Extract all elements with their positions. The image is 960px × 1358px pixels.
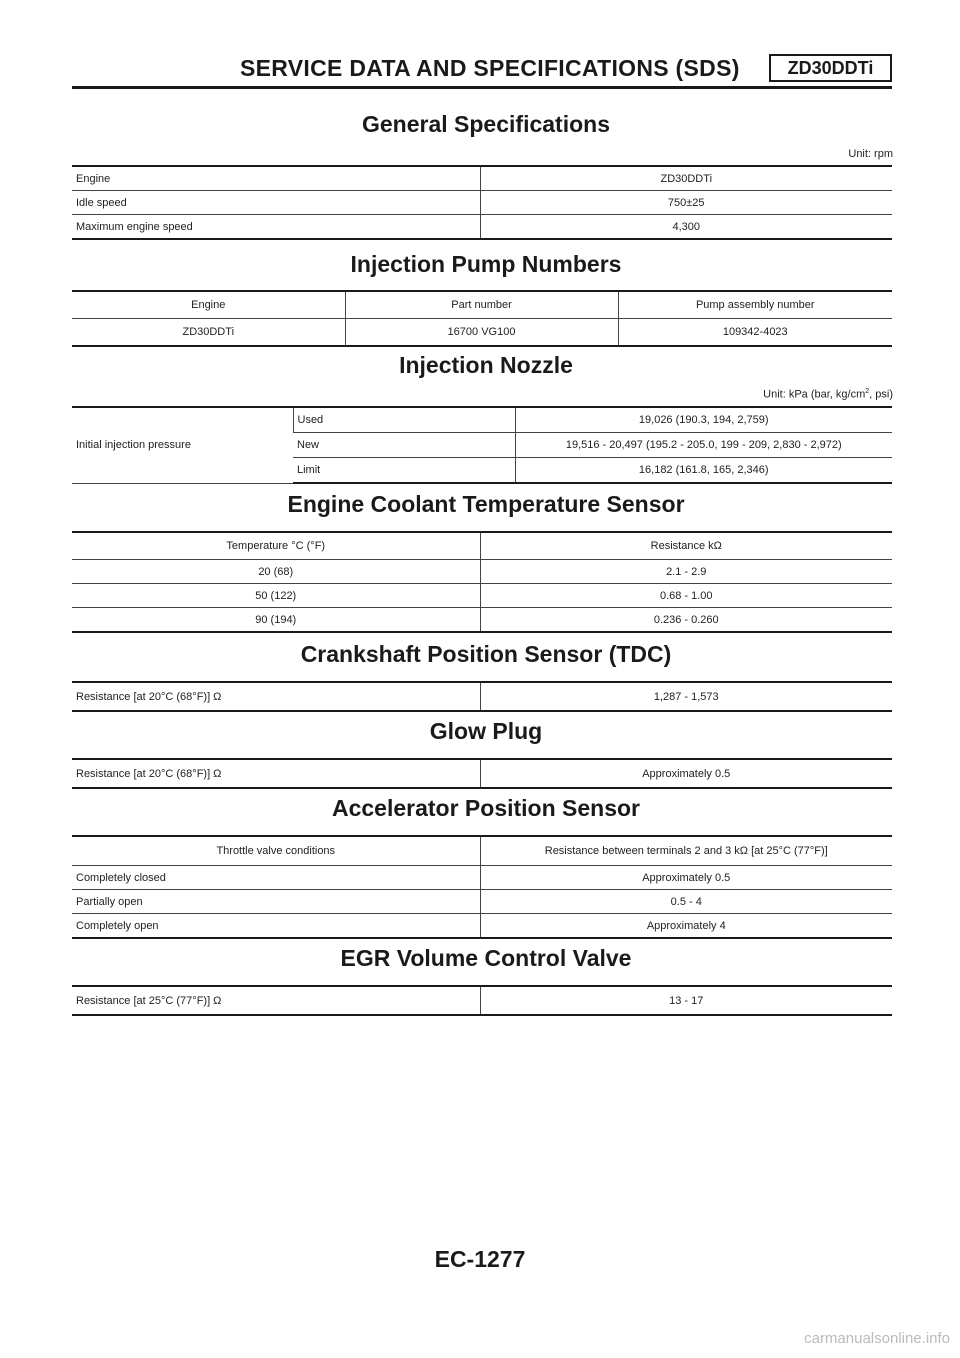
table-row [72,191,892,215]
injection-nozzle-table [72,406,892,484]
table-cell: 16700 VG100 [345,319,618,347]
spec-label: Initial injection pressure [72,407,293,483]
condition-label: Limit [293,458,515,484]
spec-value: 1,287 - 1,573 [480,682,892,711]
spec-value: 750±25 [480,191,892,215]
spec-label: Resistance [at 25°C (77°F)] Ω [72,986,480,1015]
column-header: Engine [72,291,345,319]
condition-label: New [293,433,515,458]
nozzle-unit: Unit: kPa (bar, $kg/cm^2$, psi) [763,388,893,401]
general-specifications-table [72,165,892,240]
general-unit: Unit: rpm [848,148,893,160]
column-header: Pump assembly number [618,291,892,319]
table-header-row [72,532,892,560]
table-cell: 109342-4023 [618,319,892,347]
table-row [72,319,892,347]
table-cell: ZD30DDTi [72,319,345,347]
table-row [72,986,892,1015]
coolant-sensor-table [72,531,892,633]
table-row [72,407,892,433]
accelerator-sensor-heading: Accelerator Position Sensor [331,795,641,821]
table-cell: 0.5 - 4 [480,890,892,914]
table-row [72,914,892,939]
spec-value: 19,026 (190.3, 194, 2,759) [515,407,892,433]
condition-label: Used [293,407,515,433]
table-cell: 50 (122) [72,584,480,608]
table-cell: 90 (194) [72,608,480,633]
injection-pump-table [72,290,892,347]
table-cell: Completely closed [72,866,480,890]
spec-label: Resistance [at 20°C (68°F)] Ω [72,759,480,788]
table-cell: Partially open [72,890,480,914]
table-cell: 0.68 - 1.00 [480,584,892,608]
crankshaft-sensor-table [72,681,892,712]
header-rule [72,86,892,89]
table-row [72,866,892,890]
column-header: Resistance between terminals 2 and 3 kΩ [at 25°C (77°F)] [480,836,892,866]
engine-model-badge: ZD30DDTi [769,54,892,82]
table-header-row [72,291,892,319]
table-row [72,560,892,584]
column-header: Temperature °C (°F) [72,532,480,560]
table-row [72,759,892,788]
accelerator-sensor-table [72,835,892,939]
column-header: Part number [345,291,618,319]
spec-value: 13 - 17 [480,986,892,1015]
page-number: EC-1277 [434,1246,526,1272]
spec-label: Engine [72,166,480,191]
table-row [72,682,892,711]
table-cell: Approximately 0.5 [480,866,892,890]
spec-label: Idle speed [72,191,480,215]
watermark: carmanualsonline.info [804,1330,950,1347]
table-row [72,584,892,608]
injection-pump-heading: Injection Pump Numbers [350,251,622,277]
spec-value: 19,516 - 20,497 (195.2 - 205.0, 199 - 209, 2,830 - 2,972) [515,433,892,458]
glow-plug-heading: Glow Plug [429,718,543,744]
page-header [72,54,892,86]
table-cell: 20 (68) [72,560,480,584]
table-row [72,890,892,914]
table-row [72,166,892,191]
table-row [72,608,892,633]
glow-plug-table [72,758,892,789]
column-header: Throttle valve conditions [72,836,480,866]
general-specifications-heading: General Specifications [362,111,610,137]
spec-value: 4,300 [480,215,892,240]
injection-nozzle-heading: Injection Nozzle [399,352,573,378]
table-cell: 2.1 - 2.9 [480,560,892,584]
table-row [72,215,892,240]
table-cell: Approximately 4 [480,914,892,939]
table-header-row [72,836,892,866]
spec-label: Resistance [at 20°C (68°F)] Ω [72,682,480,711]
coolant-sensor-heading: Engine Coolant Temperature Sensor [287,491,685,517]
column-header: Resistance kΩ [480,532,892,560]
crankshaft-sensor-heading: Crankshaft Position Sensor (TDC) [300,641,672,667]
spec-value: Approximately 0.5 [480,759,892,788]
table-cell: Completely open [72,914,480,939]
egr-valve-table [72,985,892,1016]
spec-value: ZD30DDTi [480,166,892,191]
table-cell: 0.236 - 0.260 [480,608,892,633]
egr-valve-heading: EGR Volume Control Valve [340,945,632,971]
spec-label: Maximum engine speed [72,215,480,240]
spec-value: 16,182 (161.8, 165, 2,346) [515,458,892,484]
section-title: SERVICE DATA AND SPECIFICATIONS (SDS) [240,55,740,81]
